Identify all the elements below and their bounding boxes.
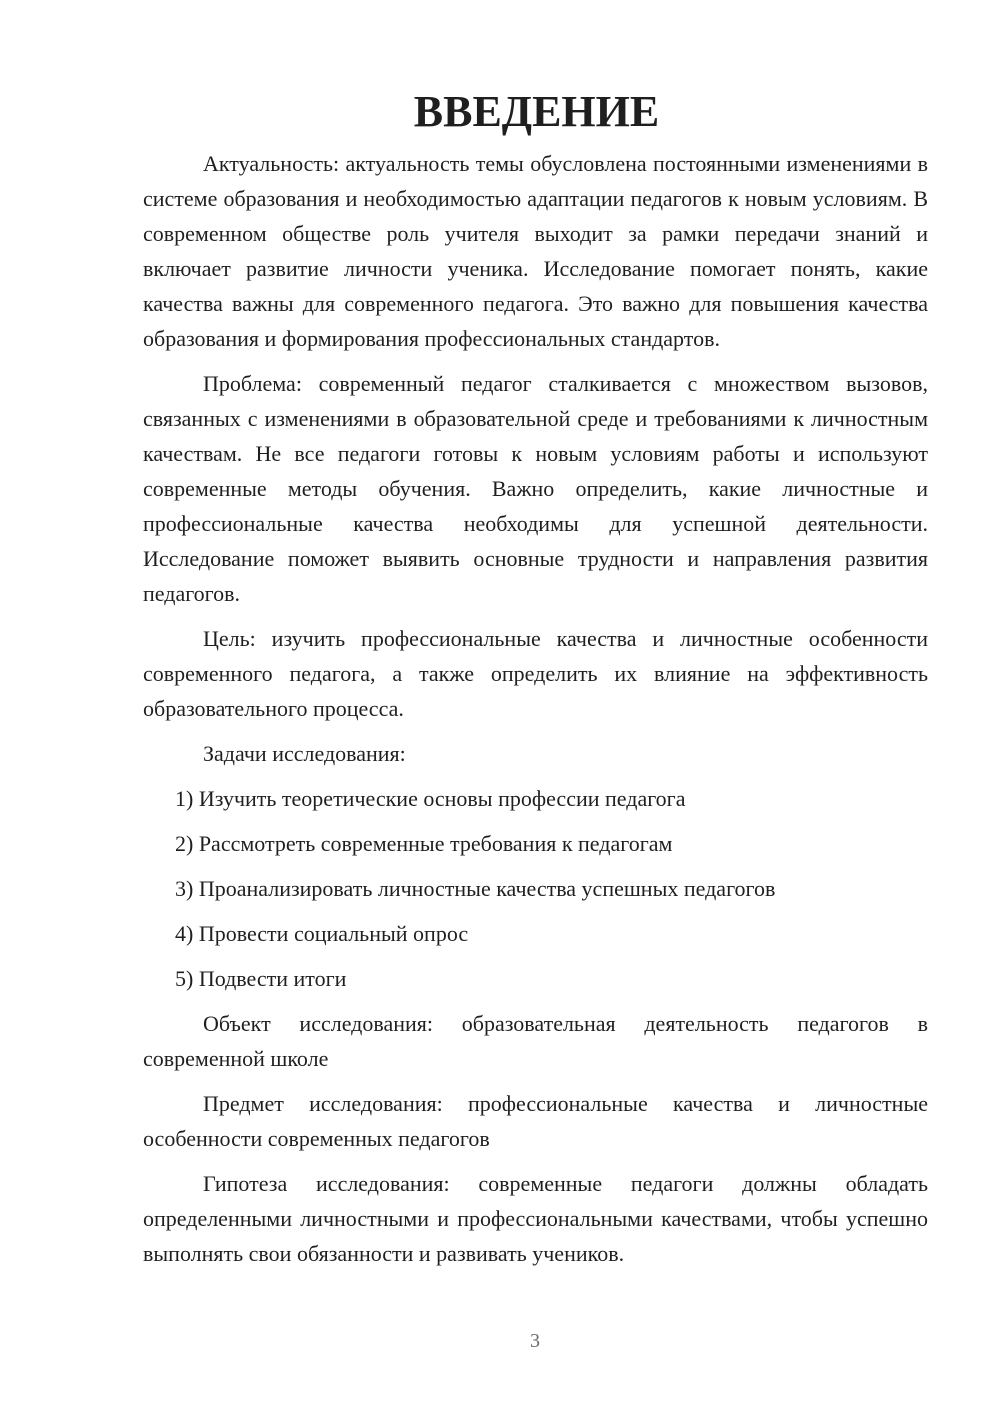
page-title: ВВЕДЕНИЕ [413,87,660,136]
subject-paragraph: Предмет исследования: профессиональные качества и личностные особенности современных педагогов [143,1091,928,1151]
document-page [143,87,928,1281]
task-item-1: 1) Изучить теоретические основы профессии педагога [175,786,686,811]
problem-paragraph: Проблема: современный педагог сталкивается с множеством вызовов, связанных с изменениями в образовательной среде и требованиями к личностным качествам. Не все педагоги готовы к новым условиям работы и используют современные методы обучения. Важно определить, какие личностные и профессиональные качества необходимы для успешной деятельности. Исследование поможет выявить основные трудности и направления развития педагогов. [143,371,928,606]
relevance-paragraph: Актуальность: актуальность темы обусловлена постоянными изменениями в системе образования и необходимостью адаптации педагогов к новым условиям. В современном обществе роль учителя выходит за рамки передачи знаний и включает развитие личности ученика. Исследование помогает понять, какие качества важны для современного педагога. Это важно для повышения качества образования и формирования профессиональных стандартов. [143,151,928,351]
task-item-3: 3) Проанализировать личностные качества успешных педагогов [175,876,776,901]
goal-paragraph: Цель: изучить профессиональные качества и личностные особенности современного педагога, а также определить их влияние на эффективность образовательного процесса. [143,626,928,721]
hypothesis-paragraph: Гипотеза исследования: современные педагоги должны обладать определенными личностными и профессиональными качествами, чтобы успешно выполнять свои обязанности и развивать учеников. [143,1171,928,1266]
task-item-5: 5) Подвести итоги [175,966,347,991]
object-paragraph: Объект исследования: образовательная деятельность педагогов в современной школе [143,1011,928,1071]
tasks-heading: Задачи исследования: [203,741,406,766]
task-item-2: 2) Рассмотреть современные требования к педагогам [175,831,673,856]
task-item-4: 4) Провести социальный опрос [175,921,469,946]
tasks-list [143,781,928,996]
page-number: 3 [530,1330,540,1352]
